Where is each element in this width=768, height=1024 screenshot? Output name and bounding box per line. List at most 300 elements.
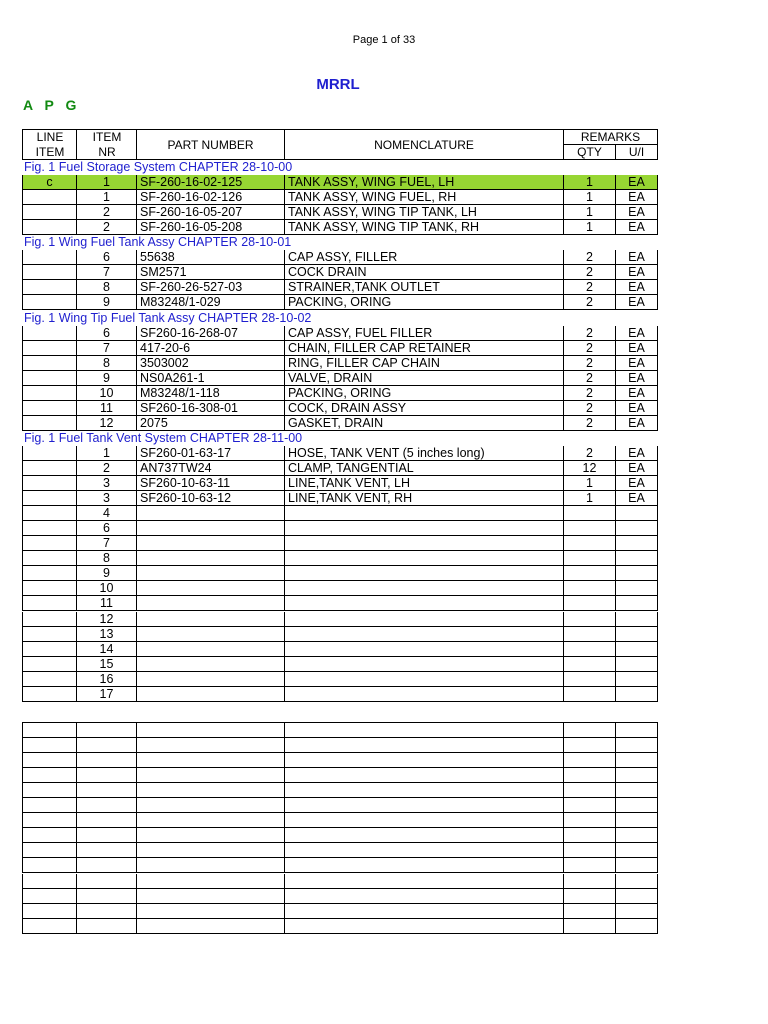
cell-line-item — [22, 416, 76, 431]
blank-row — [22, 768, 658, 783]
blank-cell — [136, 783, 284, 798]
cell-nomenclature: LINE,TANK VENT, RH — [284, 491, 563, 506]
cell-part-number: SF260-01-63-17 — [136, 446, 284, 461]
table-row — [22, 416, 658, 431]
cell-item-nr: 13 — [76, 627, 136, 642]
blank-cell — [615, 738, 658, 753]
header-item-nr: ITEM NR — [76, 130, 136, 160]
blank-cell — [615, 768, 658, 783]
cell-qty: 1 — [563, 175, 615, 190]
cell-ui: EA — [615, 371, 658, 386]
cell-part-number — [136, 566, 284, 581]
cell-item-nr: 7 — [76, 265, 136, 280]
blank-row — [22, 738, 658, 753]
cell-ui: EA — [615, 401, 658, 416]
cell-item-nr: 3 — [76, 476, 136, 491]
cell-item-nr: 1 — [76, 175, 136, 190]
cell-ui — [615, 551, 658, 566]
blank-cell — [22, 828, 76, 843]
cell-ui — [615, 596, 658, 611]
page-number: Page 1 of 33 — [352, 34, 416, 46]
section-heading-row — [22, 311, 658, 326]
blank-cell — [136, 828, 284, 843]
cell-line-item — [22, 280, 76, 295]
cell-item-nr: 12 — [76, 416, 136, 431]
blank-cell — [76, 874, 136, 889]
cell-line-item — [22, 386, 76, 401]
cell-part-number: SF260-16-308-01 — [136, 401, 284, 416]
table-row — [22, 461, 658, 476]
cell-ui — [615, 642, 658, 657]
cell-line-item — [22, 551, 76, 566]
blank-cell — [284, 738, 563, 753]
cell-nomenclature: PACKING, ORING — [284, 386, 563, 401]
cell-part-number: 55638 — [136, 250, 284, 265]
blank-cell — [615, 843, 658, 858]
blank-cell — [76, 738, 136, 753]
cell-qty: 2 — [563, 446, 615, 461]
blank-cell — [563, 738, 615, 753]
table-row — [22, 642, 658, 657]
blank-cell — [615, 874, 658, 889]
table-row — [22, 205, 658, 220]
blank-cell — [284, 798, 563, 813]
blank-cell — [563, 828, 615, 843]
cell-item-nr: 6 — [76, 521, 136, 536]
blank-cell — [76, 889, 136, 904]
cell-line-item — [22, 476, 76, 491]
cell-item-nr: 6 — [76, 326, 136, 341]
blank-cell — [284, 813, 563, 828]
cell-part-number — [136, 642, 284, 657]
section-heading: Fig. 1 Fuel Tank Vent System CHAPTER 28-11-00 — [24, 430, 303, 445]
cell-item-nr: 1 — [76, 190, 136, 205]
blank-cell — [284, 858, 563, 873]
cell-item-nr: 15 — [76, 657, 136, 672]
blank-cell — [563, 919, 615, 934]
cell-ui: EA — [615, 190, 658, 205]
blank-cell — [76, 753, 136, 768]
cell-line-item — [22, 627, 76, 642]
cell-line-item — [22, 642, 76, 657]
cell-nomenclature: TANK ASSY, WING TIP TANK, RH — [284, 220, 563, 235]
cell-ui — [615, 581, 658, 596]
cell-line-item — [22, 491, 76, 506]
table-row — [22, 386, 658, 401]
blank-cell — [136, 723, 284, 738]
cell-ui: EA — [615, 341, 658, 356]
cell-item-nr: 6 — [76, 250, 136, 265]
cell-item-nr: 2 — [76, 205, 136, 220]
cell-qty: 2 — [563, 416, 615, 431]
cell-qty: 1 — [563, 205, 615, 220]
cell-ui: EA — [615, 326, 658, 341]
blank-row — [22, 828, 658, 843]
blank-cell — [284, 768, 563, 783]
blank-cell — [136, 858, 284, 873]
cell-ui — [615, 506, 658, 521]
blank-cell — [22, 753, 76, 768]
blank-cell — [615, 813, 658, 828]
cell-item-nr: 8 — [76, 551, 136, 566]
blank-row — [22, 874, 658, 889]
header-qty: QTY — [563, 145, 615, 160]
cell-qty — [563, 536, 615, 551]
cell-line-item — [22, 341, 76, 356]
section-heading-row — [22, 431, 658, 446]
cell-qty — [563, 642, 615, 657]
cell-line-item — [22, 657, 76, 672]
cell-line-item — [22, 461, 76, 476]
cell-part-number: SF-260-16-02-126 — [136, 190, 284, 205]
blank-cell — [284, 904, 563, 919]
blank-cell — [136, 813, 284, 828]
cell-part-number: NS0A261-1 — [136, 371, 284, 386]
cell-item-nr: 8 — [76, 356, 136, 371]
header-nomenclature: NOMENCLATURE — [284, 130, 563, 160]
cell-line-item — [22, 446, 76, 461]
cell-ui — [615, 657, 658, 672]
blank-row — [22, 843, 658, 858]
blank-cell — [615, 783, 658, 798]
cell-nomenclature — [284, 672, 563, 687]
blank-cell — [76, 798, 136, 813]
cell-ui: EA — [615, 416, 658, 431]
blank-cell — [563, 798, 615, 813]
cell-line-item — [22, 265, 76, 280]
blank-cell — [22, 768, 76, 783]
cell-ui — [615, 627, 658, 642]
cell-line-item — [22, 596, 76, 611]
table-row — [22, 401, 658, 416]
cell-part-number: SM2571 — [136, 265, 284, 280]
blank-cell — [136, 889, 284, 904]
cell-item-nr: 7 — [76, 341, 136, 356]
blank-cell — [136, 874, 284, 889]
cell-item-nr: 9 — [76, 295, 136, 310]
blank-cell — [136, 798, 284, 813]
cell-qty: 2 — [563, 386, 615, 401]
table-row — [22, 326, 658, 341]
blank-cell — [284, 889, 563, 904]
cell-item-nr: 14 — [76, 642, 136, 657]
cell-nomenclature: LINE,TANK VENT, LH — [284, 476, 563, 491]
cell-part-number: AN737TW24 — [136, 461, 284, 476]
table-row — [22, 672, 658, 687]
table-row — [22, 190, 658, 205]
blank-cell — [22, 843, 76, 858]
cell-line-item — [22, 581, 76, 596]
section-heading-row — [22, 160, 658, 175]
cell-nomenclature — [284, 687, 563, 702]
blank-cell — [76, 768, 136, 783]
cell-qty — [563, 581, 615, 596]
cell-nomenclature: CHAIN, FILLER CAP RETAINER — [284, 341, 563, 356]
cell-qty — [563, 687, 615, 702]
table-row — [22, 506, 658, 521]
blank-cell — [22, 874, 76, 889]
cell-ui: EA — [615, 446, 658, 461]
cell-line-item — [22, 220, 76, 235]
blank-cell — [563, 858, 615, 873]
cell-qty: 2 — [563, 341, 615, 356]
blank-cell — [284, 753, 563, 768]
cell-line-item — [22, 250, 76, 265]
blank-cell — [563, 768, 615, 783]
cell-qty: 1 — [563, 190, 615, 205]
blank-cell — [22, 723, 76, 738]
cell-item-nr: 3 — [76, 491, 136, 506]
cell-nomenclature: CLAMP, TANGENTIAL — [284, 461, 563, 476]
blank-cell — [284, 828, 563, 843]
cell-item-nr: 9 — [76, 566, 136, 581]
table-row — [22, 280, 658, 295]
cell-nomenclature — [284, 627, 563, 642]
cell-item-nr: 17 — [76, 687, 136, 702]
cell-ui — [615, 672, 658, 687]
cell-ui — [615, 536, 658, 551]
cell-line-item — [22, 326, 76, 341]
cell-part-number — [136, 551, 284, 566]
header-ui: U/I — [615, 145, 658, 160]
blank-cell — [563, 723, 615, 738]
cell-nomenclature — [284, 612, 563, 627]
cell-part-number — [136, 612, 284, 627]
blank-cell — [76, 828, 136, 843]
blank-cell — [615, 798, 658, 813]
cell-item-nr: 7 — [76, 536, 136, 551]
cell-line-item — [22, 566, 76, 581]
cell-qty: 2 — [563, 356, 615, 371]
cell-nomenclature — [284, 581, 563, 596]
cell-ui: EA — [615, 461, 658, 476]
cell-ui: EA — [615, 386, 658, 401]
cell-part-number: SF260-10-63-12 — [136, 491, 284, 506]
blank-cell — [22, 858, 76, 873]
blank-cell — [563, 753, 615, 768]
cell-part-number: SF260-10-63-11 — [136, 476, 284, 491]
blank-cell — [615, 723, 658, 738]
cell-part-number — [136, 581, 284, 596]
cell-nomenclature: HOSE, TANK VENT (5 inches long) — [284, 446, 563, 461]
cell-qty: 1 — [563, 476, 615, 491]
blank-cell — [22, 904, 76, 919]
table-row — [22, 476, 658, 491]
blank-cell — [136, 738, 284, 753]
blank-cell — [284, 919, 563, 934]
cell-part-number: SF-260-16-05-208 — [136, 220, 284, 235]
table-row — [22, 521, 658, 536]
blank-cell — [563, 843, 615, 858]
cell-ui: EA — [615, 265, 658, 280]
cell-item-nr: 12 — [76, 612, 136, 627]
cell-nomenclature — [284, 536, 563, 551]
cell-part-number — [136, 672, 284, 687]
cell-nomenclature — [284, 551, 563, 566]
cell-qty — [563, 566, 615, 581]
cell-qty — [563, 612, 615, 627]
blank-cell — [615, 858, 658, 873]
section-heading: Fig. 1 Wing Fuel Tank Assy CHAPTER 28-10-01 — [24, 235, 292, 250]
table-row — [22, 371, 658, 386]
cell-nomenclature: CAP ASSY, FILLER — [284, 250, 563, 265]
table-row — [22, 175, 658, 190]
cell-part-number — [136, 506, 284, 521]
cell-part-number: 417-20-6 — [136, 341, 284, 356]
cell-qty: 2 — [563, 326, 615, 341]
blank-row — [22, 919, 658, 934]
cell-qty — [563, 627, 615, 642]
cell-part-number: SF260-16-268-07 — [136, 326, 284, 341]
cell-ui: EA — [615, 175, 658, 190]
cell-item-nr: 11 — [76, 401, 136, 416]
cell-ui — [615, 521, 658, 536]
table-row — [22, 581, 658, 596]
cell-qty — [563, 521, 615, 536]
cell-item-nr: 16 — [76, 672, 136, 687]
cell-line-item — [22, 401, 76, 416]
cell-qty — [563, 506, 615, 521]
cell-nomenclature: COCK, DRAIN ASSY — [284, 401, 563, 416]
blank-row — [22, 723, 658, 738]
blank-table-body — [22, 722, 658, 723]
blank-cell — [615, 919, 658, 934]
blank-cell — [563, 889, 615, 904]
cell-ui: EA — [615, 250, 658, 265]
blank-cell — [136, 843, 284, 858]
cell-nomenclature — [284, 566, 563, 581]
cell-nomenclature — [284, 657, 563, 672]
cell-qty — [563, 551, 615, 566]
cell-item-nr: 8 — [76, 280, 136, 295]
cell-item-nr: 9 — [76, 371, 136, 386]
blank-cell — [615, 904, 658, 919]
table-row — [22, 250, 658, 265]
blank-cell — [615, 753, 658, 768]
blank-row — [22, 904, 658, 919]
header-part-number: PART NUMBER — [136, 130, 284, 160]
cell-qty: 2 — [563, 401, 615, 416]
cell-qty — [563, 657, 615, 672]
cell-part-number: M83248/1-118 — [136, 386, 284, 401]
cell-line-item — [22, 521, 76, 536]
cell-part-number: SF-260-16-05-207 — [136, 205, 284, 220]
blank-cell — [76, 919, 136, 934]
cell-qty: 2 — [563, 280, 615, 295]
cell-line-item: c — [22, 175, 76, 190]
cell-ui: EA — [615, 491, 658, 506]
table-row — [22, 295, 658, 310]
cell-part-number — [136, 521, 284, 536]
cell-line-item — [22, 205, 76, 220]
blank-cell — [76, 843, 136, 858]
blank-row — [22, 783, 658, 798]
cell-line-item — [22, 536, 76, 551]
blank-cell — [284, 783, 563, 798]
cell-ui — [615, 687, 658, 702]
blank-cell — [136, 919, 284, 934]
blank-cell — [563, 874, 615, 889]
blank-cell — [136, 904, 284, 919]
cell-qty: 12 — [563, 461, 615, 476]
cell-ui: EA — [615, 476, 658, 491]
blank-cell — [22, 783, 76, 798]
cell-part-number — [136, 627, 284, 642]
cell-line-item — [22, 687, 76, 702]
blank-cell — [563, 783, 615, 798]
cell-nomenclature: VALVE, DRAIN — [284, 371, 563, 386]
cell-nomenclature: TANK ASSY, WING TIP TANK, LH — [284, 205, 563, 220]
blank-cell — [22, 798, 76, 813]
cell-nomenclature: CAP ASSY, FUEL FILLER — [284, 326, 563, 341]
cell-part-number — [136, 596, 284, 611]
cell-nomenclature: STRAINER,TANK OUTLET — [284, 280, 563, 295]
table-row — [22, 612, 658, 627]
table-row — [22, 596, 658, 611]
blank-cell — [615, 828, 658, 843]
blank-cell — [22, 919, 76, 934]
header-remarks: REMARKS — [563, 130, 658, 145]
blank-cell — [284, 843, 563, 858]
cell-qty: 1 — [563, 491, 615, 506]
cell-part-number — [136, 657, 284, 672]
blank-cell — [563, 813, 615, 828]
cell-qty: 2 — [563, 250, 615, 265]
cell-ui — [615, 612, 658, 627]
cell-nomenclature: RING, FILLER CAP CHAIN — [284, 356, 563, 371]
cell-item-nr: 2 — [76, 461, 136, 476]
cell-item-nr: 2 — [76, 220, 136, 235]
cell-item-nr: 11 — [76, 596, 136, 611]
cell-part-number: 2075 — [136, 416, 284, 431]
cell-part-number: SF-260-16-02-125 — [136, 175, 284, 190]
table-row — [22, 657, 658, 672]
cell-qty — [563, 672, 615, 687]
cell-item-nr: 10 — [76, 386, 136, 401]
blank-cell — [76, 813, 136, 828]
cell-line-item — [22, 295, 76, 310]
cell-part-number: SF-260-26-527-03 — [136, 280, 284, 295]
blank-row — [22, 858, 658, 873]
cell-part-number: 3503002 — [136, 356, 284, 371]
table-row — [22, 220, 658, 235]
blank-cell — [76, 783, 136, 798]
cell-qty: 2 — [563, 265, 615, 280]
cell-line-item — [22, 371, 76, 386]
blank-row — [22, 813, 658, 828]
blank-cell — [76, 858, 136, 873]
table-header — [22, 129, 658, 160]
blank-cell — [136, 753, 284, 768]
cell-line-item — [22, 612, 76, 627]
blank-cell — [615, 889, 658, 904]
blank-cell — [284, 874, 563, 889]
cell-part-number — [136, 536, 284, 551]
cell-ui — [615, 566, 658, 581]
cell-qty: 2 — [563, 295, 615, 310]
cell-nomenclature: TANK ASSY, WING FUEL, RH — [284, 190, 563, 205]
section-heading: Fig. 1 Fuel Storage System CHAPTER 28-10-00 — [24, 160, 293, 174]
cell-nomenclature — [284, 521, 563, 536]
cell-item-nr: 1 — [76, 446, 136, 461]
table-row — [22, 446, 658, 461]
cell-nomenclature: TANK ASSY, WING FUEL, LH — [284, 175, 563, 190]
cell-line-item — [22, 506, 76, 521]
table-row — [22, 687, 658, 702]
cell-line-item — [22, 672, 76, 687]
cell-nomenclature — [284, 642, 563, 657]
cell-ui: EA — [615, 205, 658, 220]
